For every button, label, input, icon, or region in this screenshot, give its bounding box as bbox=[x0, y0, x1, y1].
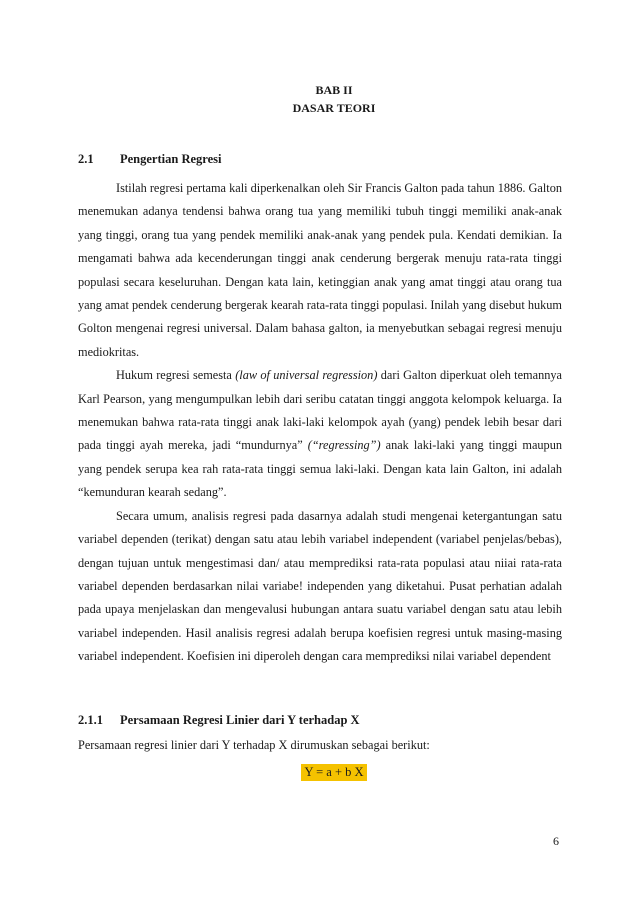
paragraph-2-italic-2: (“regressing”) bbox=[307, 438, 381, 453]
paragraph-2-text-b: dari Galton diperkuat oleh temannya Karl Pearson, yang mengumpulkan lebih dari seribu catatan tinggi anggota kelompok keluarga. Ia menemukan bahwa rata-rata tinggi anak laki-laki kelompok ayah (yang) pendek lebih besar dari pada tinggi ayah mereka, jadi “mundurnya” bbox=[78, 368, 562, 453]
section-heading-2-1-1 bbox=[78, 713, 360, 728]
formula-intro: Persamaan regresi linier dari Y terhadap X dirumuskan sebagai berikut: bbox=[78, 738, 430, 752]
chapter-title: DASAR TEORI bbox=[292, 101, 376, 115]
section-title: Pengertian Regresi bbox=[120, 152, 222, 166]
paragraph-2 bbox=[78, 364, 562, 504]
section-number: 2.1 bbox=[78, 152, 94, 166]
paragraph-1: Istilah regresi pertama kali diperkenalkan oleh Sir Francis Galton pada tahun 1886. Galton menemukan adanya tendensi bahwa orang tua yang memiliki tubuh tinggi memiliki anak-anak yang tinggi, orang tua yang pendek memiliki anak-anak yang pendek pula. Kendati demikian. Ia mengamati bahwa ada kecenderungan tinggi anak cenderung bergerak menuju rata-rata tinggi populasi secara keseluruhan. Dengan kata lain, ketinggian anak yang amat tinggi atau orang tua yang amat pendek cenderung bergerak kearah rata-rata tinggi populasi. Inilah yang disebut hukum Golton mengenai regresi universal. Dalam bahasa galton, ia menyebutkan sebagai regresi menuju mediokritas. bbox=[78, 181, 562, 359]
formula-container bbox=[0, 763, 638, 781]
section-heading-2-1 bbox=[78, 152, 221, 167]
page-number: 6 bbox=[553, 834, 559, 848]
paragraph-2-text-c: anak laki-laki yang tinggi maupun yang pendek serupa kea rah rata-rata tinggi semua laki-laki. Dengan kata lain Galton, ini adalah “kemunduran kearah sedang”. bbox=[78, 438, 562, 500]
subsection-number: 2.1.1 bbox=[78, 713, 103, 727]
chapter-label: BAB II bbox=[315, 83, 353, 97]
chapter-heading bbox=[0, 81, 638, 117]
body-text bbox=[78, 177, 562, 669]
paragraph-2-text-a: Hukum regresi semesta bbox=[116, 368, 236, 383]
regression-formula: Y = a + b X bbox=[301, 764, 366, 781]
paragraph-2-italic-1: (law of universal regression) bbox=[235, 368, 378, 383]
paragraph-3: Secara umum, analisis regresi pada dasarnya adalah studi mengenai ketergantungan satu variabel dependen (terikat) dengan satu atau lebih variabel independent (variabel penjelas/bebas), dengan tujuan untuk mengestimasi dan/ atau memprediksi rata-rata populasi atau niiai rata-rata variabel dependen berdasarkan nilai variabe! independen yang diketahui. Pusat perhatian adalah pada upaya menjelaskan dan mengevalusi hubungan antara suatu variabel dengan satu atau lebih variabel independen. Hasil analisis regresi adalah berupa koefisien regresi untuk masing-masing variabel independent. Koefisien ini diperoleh dengan cara memprediksi nilai variabel dependent bbox=[78, 508, 562, 664]
subsection-title: Persamaan Regresi Linier dari Y terhadap X bbox=[120, 713, 360, 727]
